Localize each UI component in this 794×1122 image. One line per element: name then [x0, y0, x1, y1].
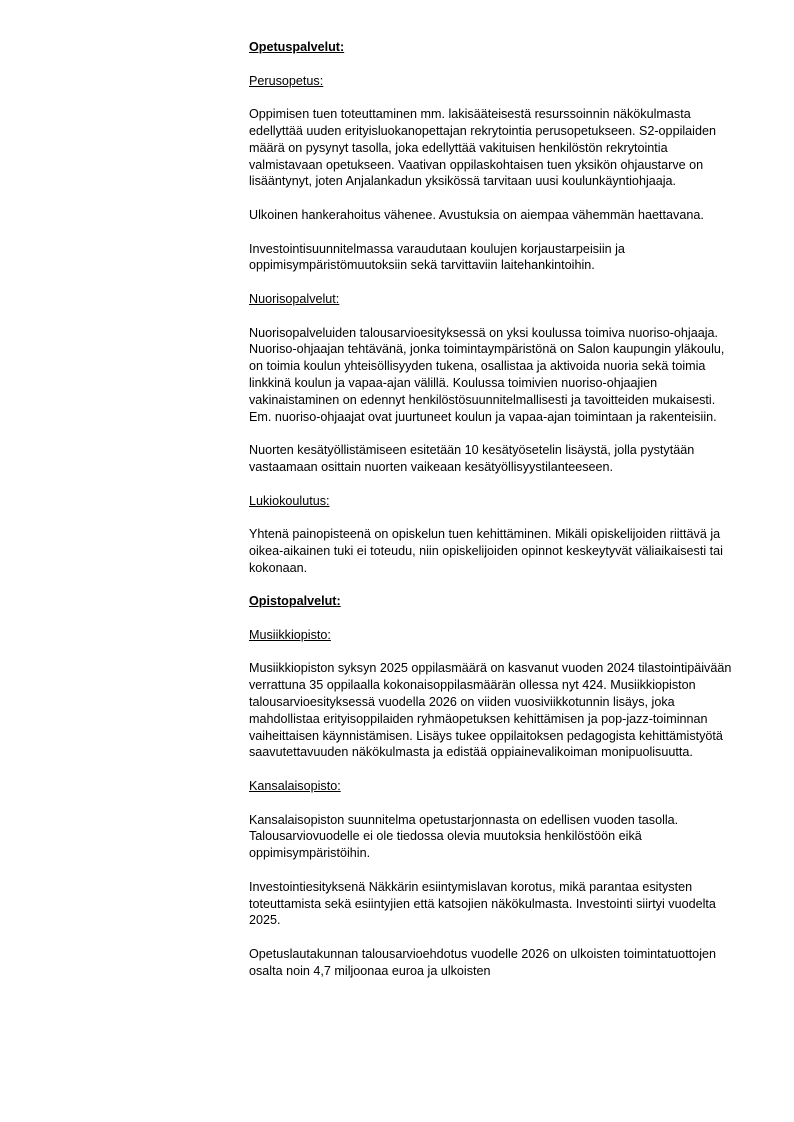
- subsection-heading-lukiokoulutus: Lukiokoulutus:: [249, 493, 330, 508]
- section-heading-opetuspalvelut: Opetuspalvelut:: [249, 40, 345, 54]
- subsection-heading-kansalaisopisto: Kansalaisopisto:: [249, 779, 341, 794]
- paragraph: Musiikkiopiston syksyn 2025 oppilasmäärä on kasvanut vuoden 2024 tilastointipäivään verrattuna 35 oppilaalla kokonaisoppilasmäärän ollessa nyt 424. Musiikkiopiston talousarvioesityksessä vuodella 2026 on viiden vuosiviikkotunnin lisäys, joka mahdollistaa erityisoppilaiden ryhmäopetuksen kehittämisen ja pop-jazz-toiminnan vaiheittaisen käynnistämisen. Lisäys tukee oppilaitoksen pedagogista kehittämistyötä saavutettavuuden näkökulmasta ja edistää oppiainevalikoiman monipuolisuutta.: [249, 661, 732, 760]
- paragraph: Opetuslautakunnan talousarvioehdotus vuodelle 2026 on ulkoisten toimintatuottojen osalta noin 4,7 miljoonaa euroa ja ulkoisten: [249, 947, 716, 978]
- document-page: [249, 39, 741, 996]
- subsection-heading-nuorisopalvelut: Nuorisopalvelut:: [249, 291, 340, 306]
- subsection-heading-perusopetus: Perusopetus:: [249, 73, 324, 88]
- subsection-heading-musiikkiopisto: Musiikkiopisto:: [249, 627, 331, 642]
- section-heading-opistopalvelut: Opistopalvelut:: [249, 594, 341, 609]
- paragraph: Investointisuunnitelmassa varaudutaan koulujen korjaustarpeisiin ja oppimisympäristömuutoksiin sekä tarvittaviin laitehankintoihin.: [249, 241, 625, 273]
- paragraph: Nuorten kesätyöllistämiseen esitetään 10 kesätyösetelin lisäystä, jolla pystytään vastaamaan osittain nuorten vaikeaan kesätyöllisyystilanteeseen.: [249, 443, 695, 474]
- paragraph: Nuorisopalveluiden talousarvioesityksessä on yksi koulussa toimiva nuoriso-ohjaaja. Nuoriso-ohjaajan tehtävänä, jonka toimintaympäristönä on Salon kaupungin yläkoulu, on toimia koulun yhteisöllisyyden tukena, osallistaa ja aktivoida nuoria sekä toimia linkkinä koulun ja vapaa-ajan välillä. Koulussa toimivien nuoriso-ohjaajien vakinaistaminen on edennyt henkilöstösuunnitelmallisesti ja tavoitteiden mukaisesti. Em. nuoriso-ohjaajat ovat juurtuneet koulun ja vapaa-ajan toimintaan ja rakenteisiin.: [249, 325, 725, 424]
- paragraph: Oppimisen tuen toteuttaminen mm. lakisääteisestä resurssoinnin näkökulmasta edellyttää uuden erityisluokanopettajan rekrytointia perusopetukseen. S2-oppilaiden määrä on pysynyt tasolla, joka edellyttää vakituisen henkilöstön rekrytointia valmistavaan opetukseen. Vaativan oppilaskohtaisen tuen yksikön ohjaustarve on lisääntynyt, joten Anjalankadun yksikössä tarvitaan uusi koulunkäyntiohjaaja.: [249, 107, 716, 189]
- paragraph: Yhtenä painopisteenä on opiskelun tuen kehittäminen. Mikäli opiskelijoiden riittävä ja oikea-aikainen tuki ei toteudu, niin opiskelijoiden opinnot keskeytyvät väliaikaisesti tai kokonaan.: [249, 527, 723, 575]
- paragraph: Ulkoinen hankerahoitus vähenee. Avustuksia on aiempaa vähemmän haettavana.: [249, 207, 704, 222]
- paragraph: Investointiesityksenä Näkkärin esiintymislavan korotus, mikä parantaa esitysten toteuttamista sekä esiintyjien että katsojien näkökulmasta. Investointi siirtyi vuodelta 2025.: [249, 879, 716, 928]
- paragraph: Kansalaisopiston suunnitelma opetustarjonnasta on edellisen vuoden tasolla. Talousarviovuodelle ei ole tiedossa olevia muutoksia henkilöstöön eikä oppimisympäristöihin.: [249, 812, 679, 861]
